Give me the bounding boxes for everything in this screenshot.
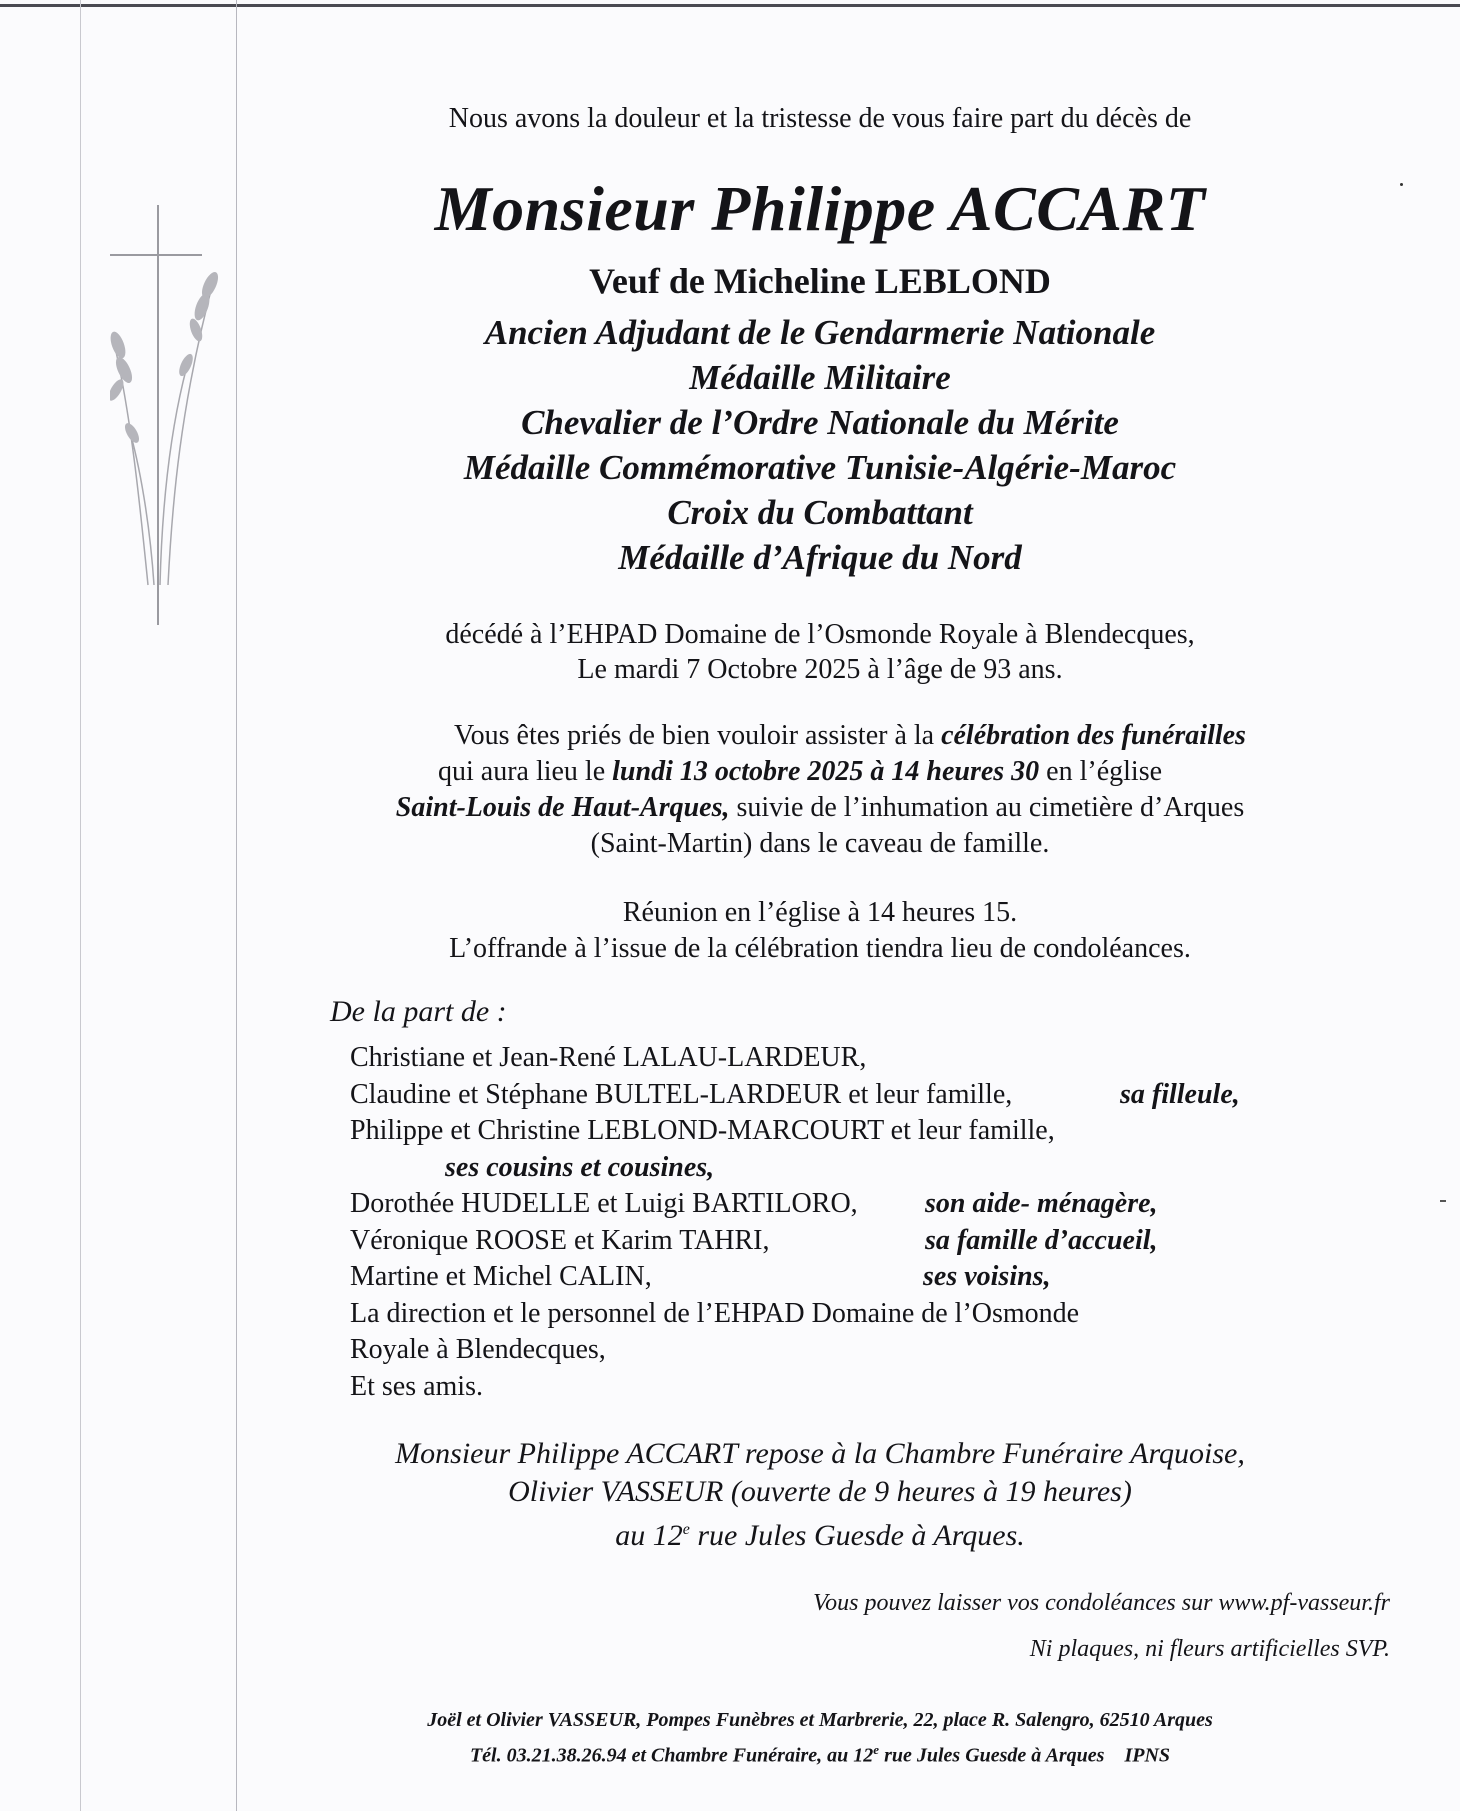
death-date: Le mardi 7 Octobre 2025 à l’âge de 93 ans. [577,654,1063,685]
family-role: ses cousins et cousines, [445,1151,715,1183]
family-row: Et ses amis. [350,1370,483,1402]
honor-item: Ancien Adjudant de le Gendarmerie Nationale [484,313,1156,352]
scan-speck [1440,1200,1446,1202]
family-row: Philippe et Christine LEBLOND-MARCOURT et leur famille, [350,1115,1055,1146]
honor-item: Médaille d’Afrique du Nord [618,538,1022,577]
honor-item: Chevalier de l’Ordre Nationale du Mérite [521,403,1119,442]
death-details [240,617,1400,687]
ceremony-text: (Saint-Martin) dans le caveau de famille. [590,828,1050,859]
scan-speck [1400,183,1403,186]
honor-item: Croix du Combattant [667,493,973,532]
honor-item: Médaille Militaire [689,358,951,397]
footer-line: Joël et Olivier VASSEUR, Pompes Funèbres et Marbrerie, 22, place R. Salengro, 62510 Arques [427,1709,1213,1731]
ceremony-emphasis: célébration des funérailles [941,720,1246,751]
footer-line: Tél. 03.21.38.26.94 et Chambre Funéraire, au 12e rue Jules Guesde à Arques IPNS [469,1742,1171,1767]
death-place: décédé à l’EHPAD Domaine de l’Osmonde Royale à Blendecques, [445,619,1195,650]
family-row: Dorothée HUDELLE et Luigi BARTILORO, son aide- ménagère, [350,1186,1350,1223]
ceremony-text: en l’église [1039,756,1163,787]
family-role: ses voisins, [923,1261,1051,1292]
from-label: De la part de : [330,995,507,1028]
family-row: Martine et Michel CALIN, ses voisins, [350,1259,1350,1296]
resting-hours: Olivier VASSEUR (ouverte de 9 heures à 19 heures) [508,1475,1132,1508]
ceremony-text: Vous êtes priés de bien vouloir assister à la [454,720,942,751]
top-border [0,4,1460,7]
family-row: Véronique ROOSE et Karim TAHRI, sa famille d’accueil, [350,1223,1350,1260]
funeral-home-footer [240,1706,1400,1771]
meeting-details [240,895,1400,967]
cross-with-wheat-icon [110,205,230,625]
resting-place [240,1435,1400,1555]
announcement-lead: Nous avons la douleur et la tristesse de vous faire part du décès de [448,103,1192,134]
fold-line-left [80,0,81,1811]
fold-line-right [236,0,237,1811]
ceremony-text: suivie de l’inhumation au cimetière d’Arques [729,792,1245,823]
family-list [350,1040,1350,1405]
family-row: Claudine et Stéphane BULTEL-LARDEUR et leur famille, sa filleule, [350,1077,1350,1114]
ceremony-church: Saint-Louis de Haut-Arques, [395,792,730,823]
honor-item: Médaille Commémorative Tunisie-Algérie-Maroc [463,448,1177,487]
ceremony-datetime: lundi 13 octobre 2025 à 14 heures 30 [612,756,1040,787]
honors-list [240,310,1400,580]
resting-address: au 12e rue Jules Guesde à Arques. [615,1519,1025,1552]
meeting-time: Réunion en l’église à 14 heures 15. [622,897,1018,928]
family-role: son aide- ménagère, [925,1188,1158,1219]
ceremony-text: qui aura lieu le [437,756,613,787]
ceremony-details [240,718,1400,862]
family-row: Christiane et Jean-René LALAU-LARDEUR, [350,1042,867,1073]
resting-line: Monsieur Philippe ACCART repose à la Chambre Funéraire Arquoise, [395,1437,1245,1470]
deceased-name: Monsieur Philippe ACCART [434,173,1206,244]
family-row: La direction et le personnel de l’EHPAD Domaine de l’Osmonde [350,1297,1080,1329]
family-row: Royale à Blendecques, [350,1334,606,1365]
family-role: sa filleule, [1120,1078,1240,1110]
condolences-note: Vous pouvez laisser vos condoléances sur www.pf-vasseur.fr [813,1590,1390,1616]
offering-note: L’offrande à l’issue de la célébration tiendra lieu de condoléances. [449,933,1191,964]
widow-line: Veuf de Micheline LEBLOND [589,261,1051,301]
family-role: sa famille d’accueil, [925,1224,1158,1256]
no-flowers-note: Ni plaques, ni fleurs artificielles SVP. [1029,1636,1390,1662]
